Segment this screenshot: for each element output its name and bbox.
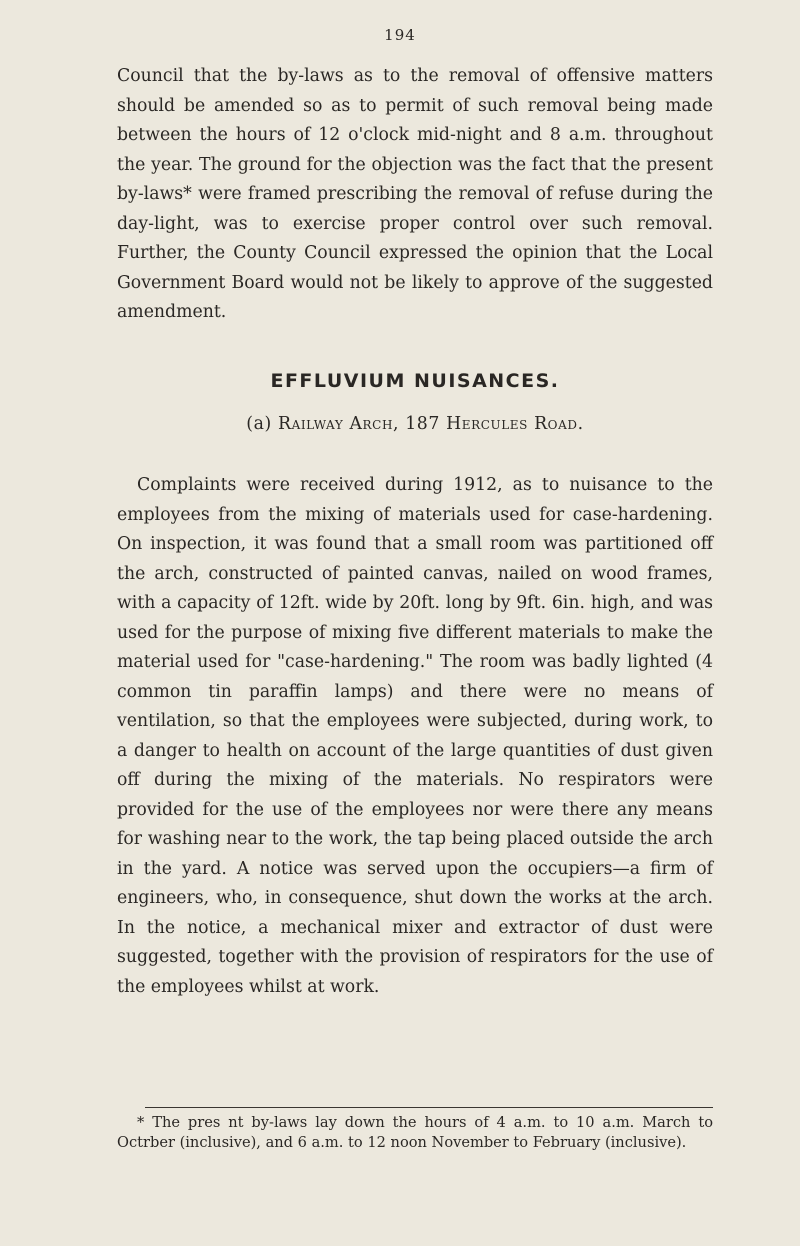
footnote-divider bbox=[145, 1107, 713, 1108]
intro-paragraph: Council that the by-laws as to the removal of offensive matters should be amended so as to permit of such removal being made between the hours of 12 o'clock mid-night and 8 a.m. throughout the year. The ground for the objection was the fact that the present by-laws* were framed prescribing the removal of refuse during the day-light, was to exercise proper control over such removal. Further, the County Council expressed the opinion that the Local Government Board would not be likely to approve of the suggested amendment. bbox=[117, 66, 713, 322]
subsection-marker: (a) bbox=[246, 414, 272, 434]
page-number: 194 bbox=[384, 26, 416, 44]
footnote: * The pres nt by-laws lay down the hours of 4 a.m. to 10 a.m. March to Octrber (inclusive), and 6 a.m. to 12 noon November to February (inclusive). bbox=[117, 1114, 713, 1151]
subsection-title: Railway Arch, 187 Hercules Road. bbox=[277, 414, 584, 434]
subsection-heading bbox=[117, 414, 713, 434]
section-heading: EFFLUVIUM NUISANCES. bbox=[270, 370, 560, 392]
section-body-paragraph: Complaints were received during 1912, as to nuisance to the employees from the mixing of materials used for case-hardening. On inspection, it was found that a small room was partitioned off the arch, constructed of painted canvas, nailed on wood frames, with a capacity of 12ft. wide by 20ft. long by 9ft. 6in. high, and was used for the purpose of mixing five different materials to make the material used for "case-hardening." The room was badly lighted (4 common tin paraffin lamps) and there were no means of ventilation, so that the employees were subjected, during work, to a danger to health on account of the large quantities of dust given off during the mixing of the materials. No respirators were provided for the use of the employees nor were there any means for washing near to the work, the tap being placed outside the arch in the yard. A notice was served upon the occupiers—a firm of engineers, who, in consequence, shut down the works at the arch. In the notice, a mechanical mixer and extractor of dust were suggested, together with the provision of respirators for the use of the employees whilst at work. bbox=[117, 475, 713, 997]
